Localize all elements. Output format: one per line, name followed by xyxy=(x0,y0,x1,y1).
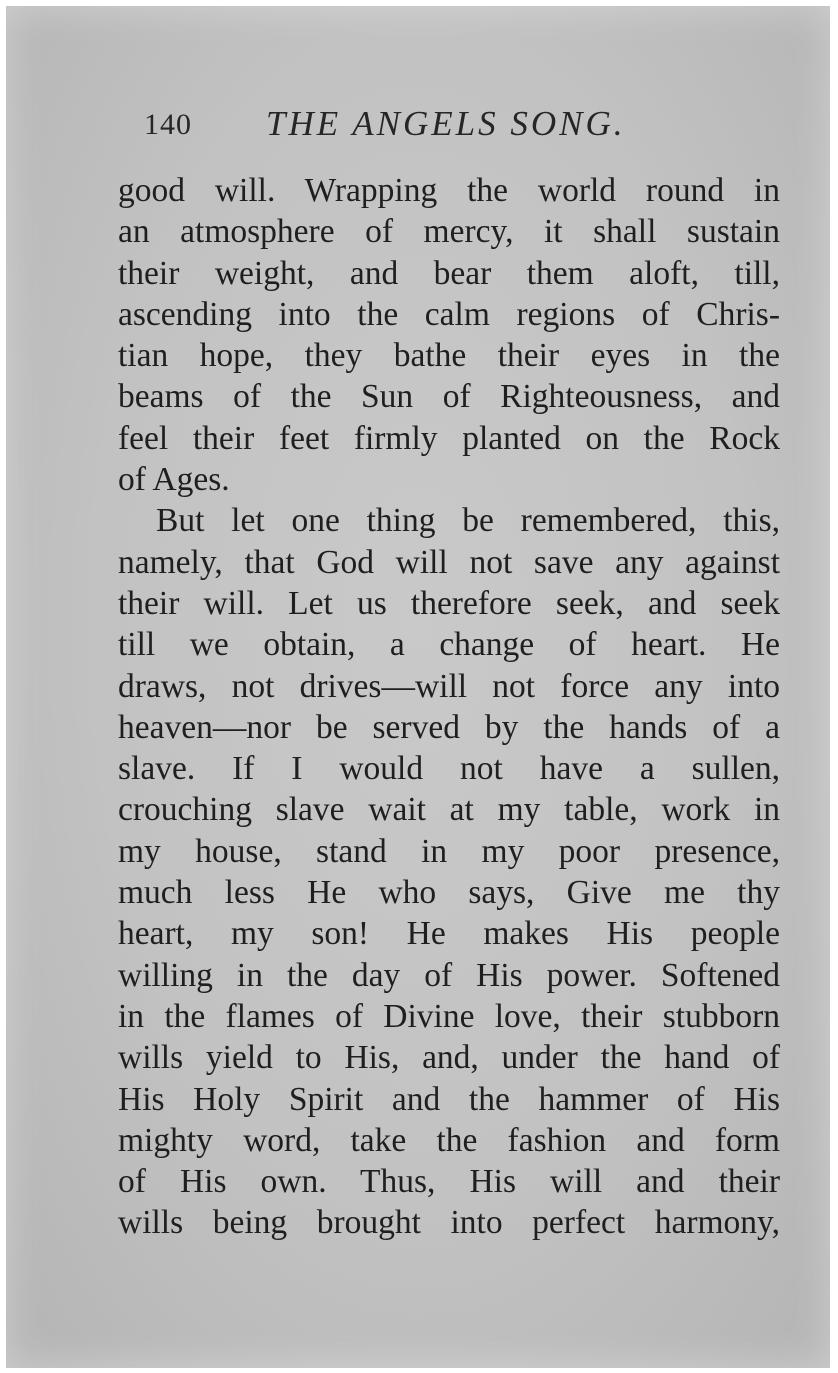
text-line: in the flames of Divine love, their stubborn xyxy=(118,997,780,1035)
text-line: an atmosphere of mercy, it shall sustain xyxy=(118,213,780,251)
text-line: crouching slave wait at my table, work in xyxy=(118,791,780,829)
text-line: mighty word, take the fashion and form xyxy=(118,1121,780,1159)
text-line: of His own. Thus, His will and their xyxy=(118,1163,780,1201)
running-title: THE ANGELS SONG. xyxy=(266,104,626,143)
text-line: beams of the Sun of Righteousness, and xyxy=(118,378,780,416)
text-line: tian hope, they bathe their eyes in the xyxy=(118,337,780,375)
page-number: 140 xyxy=(144,108,192,141)
text-line: willing in the day of His power. Softened xyxy=(118,956,780,994)
text-line: ascending into the calm regions of Chris- xyxy=(118,295,780,333)
text-line: heaven—nor be served by the hands of a xyxy=(118,708,780,746)
text-line: heart, my son! He makes His people xyxy=(118,915,780,953)
text-line: draws, not drives—will not force any into xyxy=(118,667,780,705)
text-line: But let one thing be remembered, this, xyxy=(156,502,780,540)
text-line: wills yield to His, and, under the hand of xyxy=(118,1039,780,1077)
page-header xyxy=(144,104,704,154)
text-line: much less He who says, Give me thy xyxy=(118,874,780,912)
text-line: namely, that God will not save any against xyxy=(118,543,780,581)
text-line: feel their feet firmly planted on the Rock xyxy=(118,419,780,457)
text-line: slave. If I would not have a sullen, xyxy=(118,750,780,788)
text-line: His Holy Spirit and the hammer of His xyxy=(118,1080,780,1118)
text-line: good will. Wrapping the world round in xyxy=(118,172,780,209)
text-line: wills being brought into perfect harmony, xyxy=(118,1204,780,1242)
text-line: my house, stand in my poor presence, xyxy=(118,832,780,870)
body-text xyxy=(118,170,780,1244)
text-line: till we obtain, a change of heart. He xyxy=(118,626,780,664)
text-line: their weight, and bear them aloft, till, xyxy=(118,254,780,292)
text-line: of Ages. xyxy=(118,461,230,499)
text-line: their will. Let us therefore seek, and seek xyxy=(118,584,780,622)
